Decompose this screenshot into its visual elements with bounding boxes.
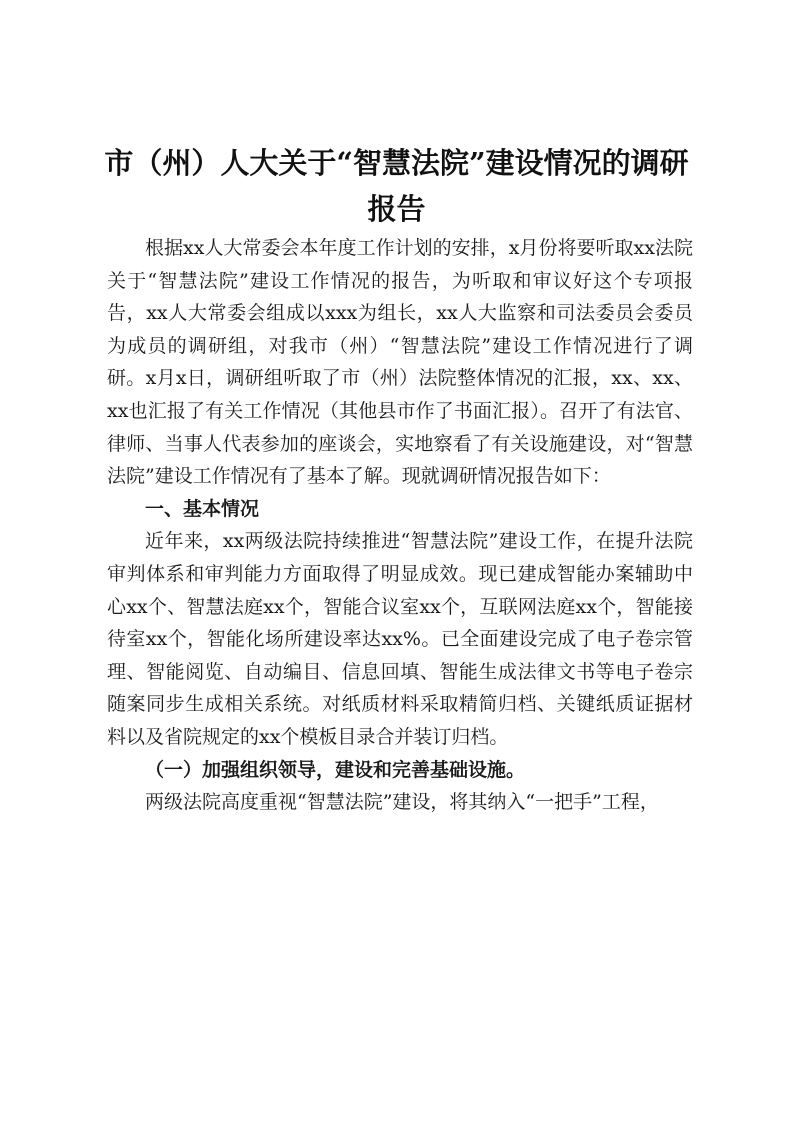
intro-paragraph: 根据xx人大常委会本年度工作计划的安排，x月份将要听取xx法院关于“智慧法院”建设工作情况的报告，为听取和审议好这个专项报告，xx人大常委会组成以xxx为组长，xx人大监察和司法委员会委员为成员的调研组，对我市（州）“智慧法院”建设工作情况进行了调研。x月x日，调研组听取了市（州）法院整体情况的汇报，xx、xx、xx也汇报了有关工作情况（其他县市作了书面汇报）。召开了有法官、律师、当事人代表参加的座谈会，实地察看了有关设施建设，对“智慧法院”建设工作情况有了基本了解。现就调研情况报告如下：	[107, 237, 693, 488]
document-body	[107, 232, 693, 819]
basic-situation-paragraph: 近年来，xx两级法院持续推进“智慧法院”建设工作，在提升法院审判体系和审判能力方面取得了明显成效。现已建成智能办案辅助中心xx个、智慧法庭xx个，智能合议室xx个，互联网法庭xx个，智能接待室xx个，智能化场所建设率达xx%。已全面建设完成了电子卷宗管理、智能阅览、自动编目、信息回填、智能生成法律文书等电子卷宗随案同步生成相关系统。对纸质材料采取精简归档、关键纸质证据材料以及省院规定的xx个模板目录合并装订归档。	[107, 530, 693, 748]
organization-paragraph: 两级法院高度重视“智慧法院”建设，将其纳入“一把手”工程，	[145, 791, 659, 814]
subsection-heading-organization: （一）加强组织领导，建设和完善基础设施。	[145, 758, 526, 781]
section-heading-basic-situation: 一、基本情况	[145, 497, 260, 520]
document-title: 市（州）人大关于“智慧法院”建设情况的调研报告	[104, 146, 689, 226]
